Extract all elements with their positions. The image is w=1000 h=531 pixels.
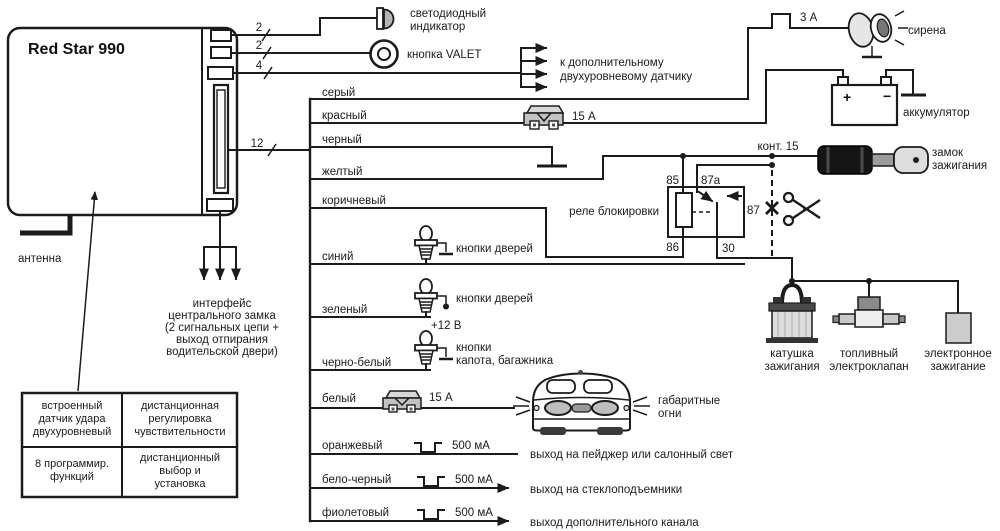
fuse-15a-icon	[524, 106, 563, 129]
led-indicator-circuit	[231, 8, 486, 41]
feature-cell-4: установка	[154, 478, 206, 490]
door-switch-icon	[415, 226, 453, 264]
feature-cell-2: чувствительности	[134, 426, 226, 438]
connector-pad-bottom	[207, 199, 233, 211]
wire-row-violet	[310, 507, 699, 529]
eign-label-2: зажигание	[930, 361, 986, 373]
feature-cell-2: дистанционная	[141, 400, 219, 412]
battery-plus: +	[843, 89, 852, 105]
feature-cell-2: регулировка	[148, 413, 212, 425]
door-switch-icon	[415, 279, 449, 317]
ignition-devices	[764, 278, 991, 373]
interface-line-1: интерфейс	[192, 298, 252, 310]
central-lock-interface	[165, 211, 279, 358]
antenna-label: антенна	[18, 253, 62, 265]
feature-cell-1: встроенный	[41, 400, 103, 412]
relay-pin-86: 86	[666, 242, 679, 254]
relay-coil-icon	[676, 193, 692, 227]
pulse-icon	[418, 510, 444, 519]
interface-line-4: выход отпирания	[176, 334, 268, 346]
wire-label-white-black: бело-черный	[322, 474, 392, 486]
sensor-label-2: двухуровневому датчику	[560, 71, 693, 83]
contact-15-label: конт. 15	[757, 141, 799, 153]
fuse-15a-label: 15 А	[572, 111, 596, 123]
wire-row-orange	[310, 440, 734, 461]
wire-label-yellow: желтый	[322, 166, 363, 178]
wire-label-white: белый	[322, 393, 356, 405]
wire-label-gray: серый	[322, 87, 356, 99]
wire-label-black-white: черно-белый	[322, 357, 392, 369]
relay-switch-arm	[699, 192, 712, 201]
hood-switch-icon	[415, 331, 453, 370]
sensor-label-1: к дополнительному	[560, 57, 664, 69]
sensor-wire-count: 4	[255, 60, 263, 72]
eign-label-1: электронное	[924, 348, 992, 360]
interface-line-5: водительской двери)	[166, 346, 278, 358]
car-icon	[513, 370, 650, 435]
led-icon	[377, 8, 394, 29]
unit-title: Red Star 990	[28, 41, 125, 58]
doors-blue-label: кнопки дверей	[456, 243, 533, 255]
connector-pad-1	[211, 30, 231, 41]
sensor-arrows-icon	[521, 48, 546, 87]
white-black-current: 500 мА	[455, 474, 493, 486]
feature-cell-1: двухуровневый	[32, 426, 112, 438]
relay-pin-87a: 87a	[701, 175, 721, 187]
wire-label-violet: фиолетовый	[322, 507, 390, 519]
wire-row-white	[310, 370, 720, 435]
connector-pad-3	[208, 67, 233, 79]
main-unit	[8, 28, 237, 215]
violet-current: 500 мА	[455, 507, 493, 519]
hood-label-1: кнопки	[456, 342, 492, 354]
hood-label-2: капота, багажника	[456, 355, 554, 367]
interface-line-2: центрального замка	[168, 310, 276, 322]
plus12-dot	[443, 304, 449, 310]
wire-row-black	[310, 134, 567, 166]
wire-label-orange: оранжевый	[322, 440, 383, 452]
valet-button-icon	[371, 41, 398, 68]
lights-label-2: огни	[658, 408, 682, 420]
key-icon	[894, 147, 928, 173]
led-label-1: светодиодный	[410, 8, 487, 20]
headlight-icon	[545, 401, 571, 415]
wire-row-black-white	[310, 331, 554, 370]
table-pointer-arrow	[78, 192, 95, 391]
antenna-wire	[20, 215, 70, 233]
wire-label-red: красный	[322, 110, 367, 122]
connector-main-inner	[217, 90, 225, 188]
coil-label-2: зажигания	[764, 361, 820, 373]
harness-count: 12	[250, 138, 264, 150]
ignition-lock-label-1: замок	[932, 147, 964, 159]
battery-label: аккумулятор	[903, 107, 970, 119]
pulse-icon	[415, 443, 441, 452]
relay-label: реле блокировки	[569, 206, 659, 218]
battery-minus: −	[883, 88, 892, 104]
relay-pin-87: 87	[747, 205, 760, 217]
siren-fuse-label: 3 А	[800, 12, 818, 24]
white-black-output-label: выход на стеклоподъемники	[530, 484, 683, 496]
wire-black-path	[310, 147, 552, 164]
coil-label-1: катушка	[770, 348, 814, 360]
ignition-lock-label-2: зажигания	[932, 160, 988, 172]
plus12-label: +12 В	[431, 320, 462, 332]
siren-label: сирена	[908, 25, 946, 37]
doors-green-label: кнопки дверей	[456, 293, 533, 305]
wire-label-blue: синий	[322, 251, 354, 263]
valet-label: кнопка VALET	[407, 49, 482, 61]
interface-stem	[204, 211, 236, 247]
valve-label-1: топливный	[839, 348, 899, 360]
siren-icon	[845, 11, 908, 57]
headlight-icon	[592, 401, 618, 415]
relay-pin-30: 30	[722, 243, 735, 255]
scissors-icon	[784, 193, 820, 225]
led-label-2: индикатор	[410, 21, 466, 33]
wire-label-green: зеленый	[322, 304, 368, 316]
electronic-ignition-icon	[946, 281, 971, 343]
fuse-lights-label: 15 А	[429, 392, 453, 404]
pulse-icon	[418, 477, 444, 486]
orange-output-label: выход на пейджер или салонный свет	[530, 449, 734, 461]
feature-cell-4: дистанционный	[140, 452, 220, 464]
wire-row-white-black	[310, 474, 682, 496]
junction-dot	[769, 153, 775, 159]
relay-pin-85: 85	[666, 175, 679, 187]
connector-pad-2	[211, 47, 231, 58]
wire-row-green	[310, 279, 533, 332]
valet-wire-count: 2	[255, 40, 263, 52]
lights-label-1: габаритные	[658, 395, 721, 407]
fuel-valve-icon	[833, 281, 905, 327]
antenna	[18, 215, 70, 265]
valve-label-2: электроклапан	[829, 361, 909, 373]
feature-cell-4: выбор и	[159, 465, 201, 477]
valet-circuit	[231, 40, 481, 68]
fuse-15a-icon	[383, 391, 421, 412]
led-wire-count: 2	[255, 22, 263, 34]
ignition-coil-icon	[766, 281, 818, 343]
feature-cell-1: датчик удара	[38, 413, 106, 425]
wire-label-black: черный	[322, 134, 362, 146]
violet-output-label: выход дополнительного канала	[530, 517, 699, 529]
ignition-lock-icon	[818, 146, 928, 174]
blocking-relay	[569, 156, 820, 281]
feature-cell-3: функций	[50, 471, 94, 483]
orange-current: 500 мА	[452, 440, 490, 452]
wire-label-brown: коричневый	[322, 195, 386, 207]
led-wire	[231, 18, 376, 35]
feature-cell-3: 8 программир.	[34, 458, 110, 470]
interface-line-3: (2 сигнальных цепи +	[164, 322, 280, 334]
